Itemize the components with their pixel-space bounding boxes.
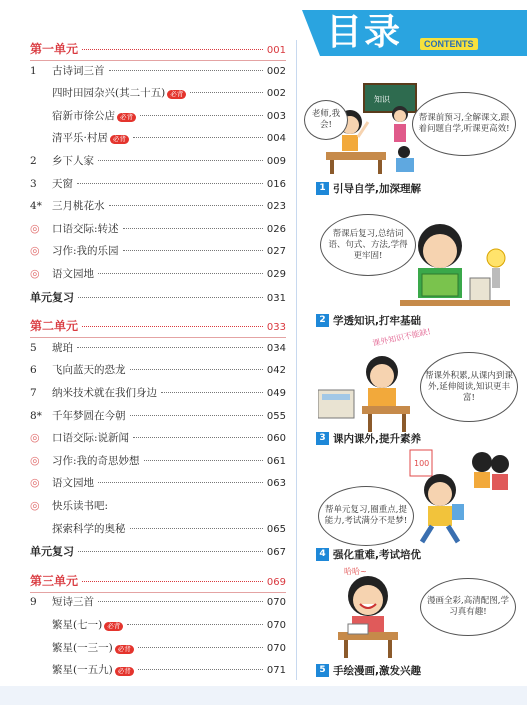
feature-label-2 [316, 312, 421, 328]
feature-label-5 [316, 662, 421, 678]
speech-bubble: 帮课外积累,从课内到课外,延伸阅读,知识更丰富! [420, 352, 518, 422]
page-number: 033 [266, 322, 286, 334]
toc-title: 古诗词三首 [52, 64, 105, 77]
toc-entry [30, 243, 286, 265]
circle-marker-icon: ◎ [30, 221, 40, 235]
feature-text: 学透知识,打牢基础 [333, 314, 421, 327]
page-number: 002 [266, 65, 286, 77]
page-number: 060 [266, 433, 286, 445]
feature-text: 手绘漫画,激发兴趣 [333, 664, 421, 677]
page-number: 067 [266, 547, 286, 559]
page-title: 目录 [326, 12, 403, 53]
toc-entry [30, 221, 286, 243]
toc-title: 单元复习 [30, 545, 74, 559]
toc-entry [30, 63, 286, 85]
page-number: 070 [266, 597, 286, 609]
must-recite-badge: 必背 [115, 667, 134, 676]
toc-title: 探索科学的奥秘 [52, 522, 126, 535]
page-number: 069 [266, 576, 286, 588]
page-number: 004 [266, 133, 286, 145]
lesson-number: 5 [30, 341, 37, 354]
toc-unit-heading [30, 40, 286, 62]
toc-title: 繁星(一三一) [52, 641, 113, 654]
unit-divider-rule [30, 337, 286, 338]
page-number: 026 [266, 223, 286, 235]
page-number: 070 [266, 620, 286, 631]
contents-tag: CONTENTS [420, 38, 478, 50]
dot-leader [133, 437, 263, 438]
feature-number: 5 [316, 664, 329, 677]
banner-text: 课外知识不能缺! [371, 326, 432, 349]
toc-title: 单元复习 [30, 290, 74, 304]
dot-leader [144, 460, 263, 461]
toc-unit-heading [30, 317, 286, 339]
dot-leader [127, 624, 263, 625]
lesson-number: 2 [30, 155, 37, 167]
toc-review-item [30, 289, 286, 311]
page-number: 065 [266, 523, 286, 535]
dot-leader [130, 415, 263, 416]
dot-leader [161, 392, 263, 393]
page-number: 071 [266, 665, 286, 677]
toc-title: 琥珀 [52, 341, 73, 354]
toc-title: 习作:我的乐园 [52, 245, 119, 258]
unit-divider-rule [30, 592, 286, 593]
page-footer-band [0, 686, 527, 705]
page-number: 034 [266, 342, 286, 354]
toc-entry [30, 498, 286, 520]
feature-number: 1 [316, 182, 329, 195]
lesson-number: 7 [30, 387, 37, 399]
column-divider [296, 40, 297, 680]
running-boy-illustration [400, 446, 515, 546]
dot-leader [82, 326, 263, 327]
page-number: 049 [266, 388, 286, 399]
toc-entry [30, 108, 286, 130]
page-number: 009 [266, 156, 286, 167]
toc-title: 飞向蓝天的恐龙 [52, 364, 126, 377]
toc-title: 繁星(一五九) [52, 664, 113, 677]
circle-marker-icon: ◎ [30, 431, 40, 445]
toc-title: 天窗 [52, 177, 73, 190]
dot-leader [123, 228, 263, 229]
toc-title: 乡下人家 [52, 155, 94, 167]
page-number: 061 [266, 455, 286, 467]
toc-entry [30, 453, 286, 475]
toc-entry [30, 475, 286, 497]
page-number: 001 [266, 45, 286, 56]
lesson-number: 9 [30, 596, 37, 609]
feature-label-1 [316, 180, 421, 196]
dot-leader [138, 647, 263, 648]
toc-title: 第二单元 [30, 319, 79, 334]
toc-title: 短诗三首 [52, 596, 94, 609]
toc-entry [30, 430, 286, 452]
toc-title: 快乐读书吧: [52, 500, 109, 512]
toc-title: 口语交际:说新闻 [52, 432, 130, 445]
toc-title: 千年梦圆在今朝 [52, 409, 126, 422]
speech-bubble: 老师,我会! [304, 100, 348, 140]
page-number: 023 [266, 201, 286, 213]
reading-boy-illustration [318, 350, 428, 435]
toc-title: 语文园地 [52, 268, 94, 280]
must-recite-badge: 必背 [167, 90, 186, 99]
dot-leader [190, 92, 263, 93]
feature-text: 强化重难,考试培优 [333, 548, 421, 561]
circle-marker-icon: ◎ [30, 476, 40, 490]
dot-leader [78, 551, 263, 552]
dot-leader [138, 669, 263, 670]
toc-entry [30, 640, 286, 662]
must-recite-badge: 必背 [115, 645, 134, 654]
toc-title: 纳米技术就在我们身边 [52, 387, 157, 399]
lesson-number: 3 [30, 177, 37, 190]
dot-leader [82, 581, 263, 582]
dot-leader [98, 601, 263, 602]
lesson-number: 1 [30, 64, 37, 77]
page-number: 003 [266, 110, 286, 122]
toc-entry [30, 662, 286, 684]
dot-leader [98, 273, 263, 274]
toc-entry [30, 153, 286, 175]
page-number: 031 [266, 292, 286, 304]
svg-text:知识: 知识 [374, 95, 390, 104]
feature-number: 3 [316, 432, 329, 445]
dot-leader [109, 70, 263, 71]
page-number: 042 [266, 365, 286, 377]
speech-bubble: 帮单元复习,圈重点,提能力,考试满分不是梦! [318, 486, 414, 546]
toc-title: 第一单元 [30, 42, 79, 56]
dot-leader [130, 369, 263, 370]
page-number: 055 [266, 410, 286, 422]
toc-entry [30, 266, 286, 288]
toc-entry [30, 617, 286, 639]
feature-number: 4 [316, 548, 329, 561]
circle-marker-icon: ◎ [30, 244, 40, 258]
dot-leader [78, 297, 263, 298]
dot-leader [77, 183, 263, 184]
toc-title: 宿新市徐公店 [52, 109, 115, 122]
toc-entry [30, 594, 286, 616]
page-number: 016 [266, 178, 286, 190]
circle-marker-icon: ◎ [30, 453, 40, 467]
dot-leader [140, 115, 263, 116]
dot-leader [123, 250, 263, 251]
toc-title: 清平乐·村居 [52, 132, 108, 145]
toc-entry [30, 521, 286, 543]
lesson-number: 6 [30, 364, 37, 377]
page-number: 029 [266, 269, 286, 280]
page-number: 027 [266, 246, 286, 258]
toc-entry [30, 198, 286, 220]
page-number: 070 [266, 642, 286, 654]
dot-leader [133, 137, 263, 138]
dot-leader [82, 49, 263, 50]
dot-leader [98, 160, 263, 161]
dot-leader [77, 347, 263, 348]
toc-entry [30, 408, 286, 430]
page-number: 002 [266, 88, 286, 100]
circle-marker-icon: ◎ [30, 499, 40, 512]
toc-entry [30, 85, 286, 107]
laugh-text: 哈哈~ [344, 567, 367, 576]
toc-title: 三月桃花水 [52, 200, 105, 213]
unit-divider-rule [30, 60, 286, 61]
dot-leader [130, 528, 263, 529]
svg-text:100: 100 [414, 459, 430, 468]
studying-boy-illustration [400, 218, 510, 313]
toc-entry [30, 385, 286, 407]
toc-title: 繁星(七一) [52, 619, 103, 631]
toc-title: 习作:我的奇思妙想 [52, 454, 140, 467]
toc-unit-heading [30, 572, 286, 594]
feature-text: 引导自学,加深理解 [333, 182, 421, 195]
must-recite-badge: 必背 [117, 113, 136, 122]
lesson-number: 4* [30, 200, 42, 213]
speech-bubble: 漫画全彩,高清配图,学习真有趣! [420, 578, 516, 636]
speech-bubble: 帮课前预习,全解课文,跟着问题自学,听课更高效! [412, 92, 516, 156]
dot-leader [109, 205, 263, 206]
lesson-number: 8* [30, 409, 42, 422]
feature-number: 2 [316, 314, 329, 327]
must-recite-badge: 必背 [110, 135, 129, 144]
laughing-boy-illustration [316, 572, 421, 662]
toc-entry [30, 130, 286, 152]
feature-label-3 [316, 430, 421, 446]
toc-title: 口语交际:转述 [52, 222, 119, 235]
toc-review-item [30, 543, 286, 565]
feature-label-4 [316, 546, 421, 562]
must-recite-badge: 必背 [104, 622, 123, 631]
speech-bubble: 帮课后复习,总结词语、句式、方法,学得更牢固! [320, 214, 416, 276]
page-number: 063 [266, 478, 286, 490]
toc-entry [30, 176, 286, 198]
toc-entry [30, 340, 286, 362]
toc-title: 第三单元 [30, 573, 79, 588]
feature-text: 课内课外,提升素养 [333, 432, 421, 445]
circle-marker-icon: ◎ [30, 267, 40, 280]
toc-entry [30, 362, 286, 384]
dot-leader [98, 482, 263, 483]
toc-title: 四时田园杂兴(其二十五) [52, 87, 166, 100]
toc-title: 语文园地 [52, 477, 94, 490]
